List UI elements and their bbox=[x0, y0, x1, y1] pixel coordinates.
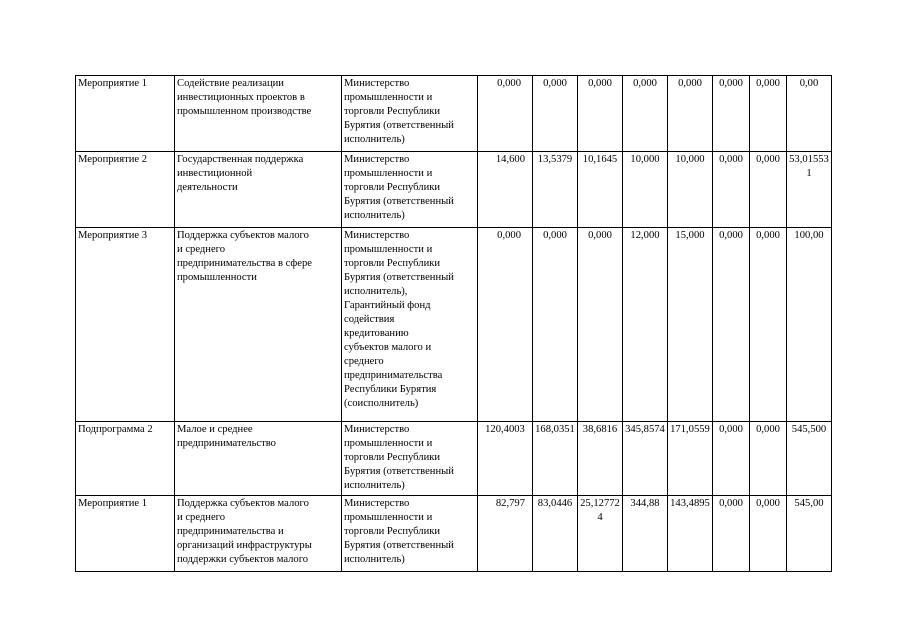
value-cell: 120,4003 bbox=[478, 422, 533, 496]
row-executor: Министерство промышленности и торговли Республики Бурятия (ответственный исполнитель) bbox=[342, 496, 478, 572]
row-code: Мероприятие 2 bbox=[76, 152, 175, 228]
value-cell: 10,1645 bbox=[578, 152, 623, 228]
value-cell: 14,600 bbox=[478, 152, 533, 228]
value-cell: 143,4895 bbox=[668, 496, 713, 572]
row-code: Мероприятие 1 bbox=[76, 76, 175, 152]
program-table bbox=[75, 75, 832, 572]
value-cell: 345,8574 bbox=[623, 422, 668, 496]
value-cell: 0,000 bbox=[713, 76, 750, 152]
table-row bbox=[76, 152, 832, 228]
value-cell: 10,000 bbox=[668, 152, 713, 228]
table-row bbox=[76, 496, 832, 572]
value-cell: 0,000 bbox=[713, 422, 750, 496]
value-cell: 10,000 bbox=[623, 152, 668, 228]
value-cell: 53,015531 bbox=[787, 152, 832, 228]
value-cell: 0,000 bbox=[623, 76, 668, 152]
row-name: Содействие реализации инвестиционных проектов в промышленном производстве bbox=[175, 76, 342, 152]
row-name: Поддержка субъектов малого и среднего предпринимательства и организаций инфраструктуры поддержки субъектов малого bbox=[175, 496, 342, 572]
value-cell: 168,0351 bbox=[533, 422, 578, 496]
value-cell: 545,00 bbox=[787, 496, 832, 572]
value-cell: 13,5379 bbox=[533, 152, 578, 228]
row-name: Государственная поддержка инвестиционной деятельности bbox=[175, 152, 342, 228]
value-cell: 0,00 bbox=[787, 76, 832, 152]
value-cell: 15,000 bbox=[668, 228, 713, 422]
value-cell: 0,000 bbox=[713, 152, 750, 228]
value-cell: 82,797 bbox=[478, 496, 533, 572]
row-executor: Министерство промышленности и торговли Республики Бурятия (ответственный исполнитель) bbox=[342, 422, 478, 496]
table-row bbox=[76, 422, 832, 496]
row-executor: Министерство промышленности и торговли Республики Бурятия (ответственный исполнитель) bbox=[342, 152, 478, 228]
value-cell: 0,000 bbox=[750, 496, 787, 572]
row-name: Малое и среднее предпринимательство bbox=[175, 422, 342, 496]
value-cell: 0,000 bbox=[750, 228, 787, 422]
row-code: Подпрограмма 2 bbox=[76, 422, 175, 496]
value-cell: 0,000 bbox=[478, 76, 533, 152]
row-name: Поддержка субъектов малого и среднего предпринимательства в сфере промышленности bbox=[175, 228, 342, 422]
value-cell: 0,000 bbox=[713, 496, 750, 572]
value-cell: 0,000 bbox=[750, 76, 787, 152]
value-cell: 0,000 bbox=[713, 228, 750, 422]
row-executor: Министерство промышленности и торговли Республики Бурятия (ответственный исполнитель) bbox=[342, 76, 478, 152]
value-cell: 171,0559 bbox=[668, 422, 713, 496]
value-cell: 25,127724 bbox=[578, 496, 623, 572]
table-row bbox=[76, 76, 832, 152]
value-cell: 545,500 bbox=[787, 422, 832, 496]
value-cell: 0,000 bbox=[578, 228, 623, 422]
row-executor: Министерство промышленности и торговли Республики Бурятия (ответственный исполнитель), Гарантийный фонд содействия кредитованию субъектов малого и среднего предпринимательства Республики Бурятия (соисполнитель) bbox=[342, 228, 478, 422]
value-cell: 0,000 bbox=[478, 228, 533, 422]
value-cell: 83,0446 bbox=[533, 496, 578, 572]
table-row bbox=[76, 228, 832, 422]
row-code: Мероприятие 1 bbox=[76, 496, 175, 572]
value-cell: 38,6816 bbox=[578, 422, 623, 496]
value-cell: 12,000 bbox=[623, 228, 668, 422]
row-code: Мероприятие 3 bbox=[76, 228, 175, 422]
value-cell: 0,000 bbox=[668, 76, 713, 152]
value-cell: 344,88 bbox=[623, 496, 668, 572]
value-cell: 0,000 bbox=[533, 76, 578, 152]
value-cell: 0,000 bbox=[533, 228, 578, 422]
value-cell: 100,00 bbox=[787, 228, 832, 422]
value-cell: 0,000 bbox=[750, 422, 787, 496]
value-cell: 0,000 bbox=[750, 152, 787, 228]
value-cell: 0,000 bbox=[578, 76, 623, 152]
